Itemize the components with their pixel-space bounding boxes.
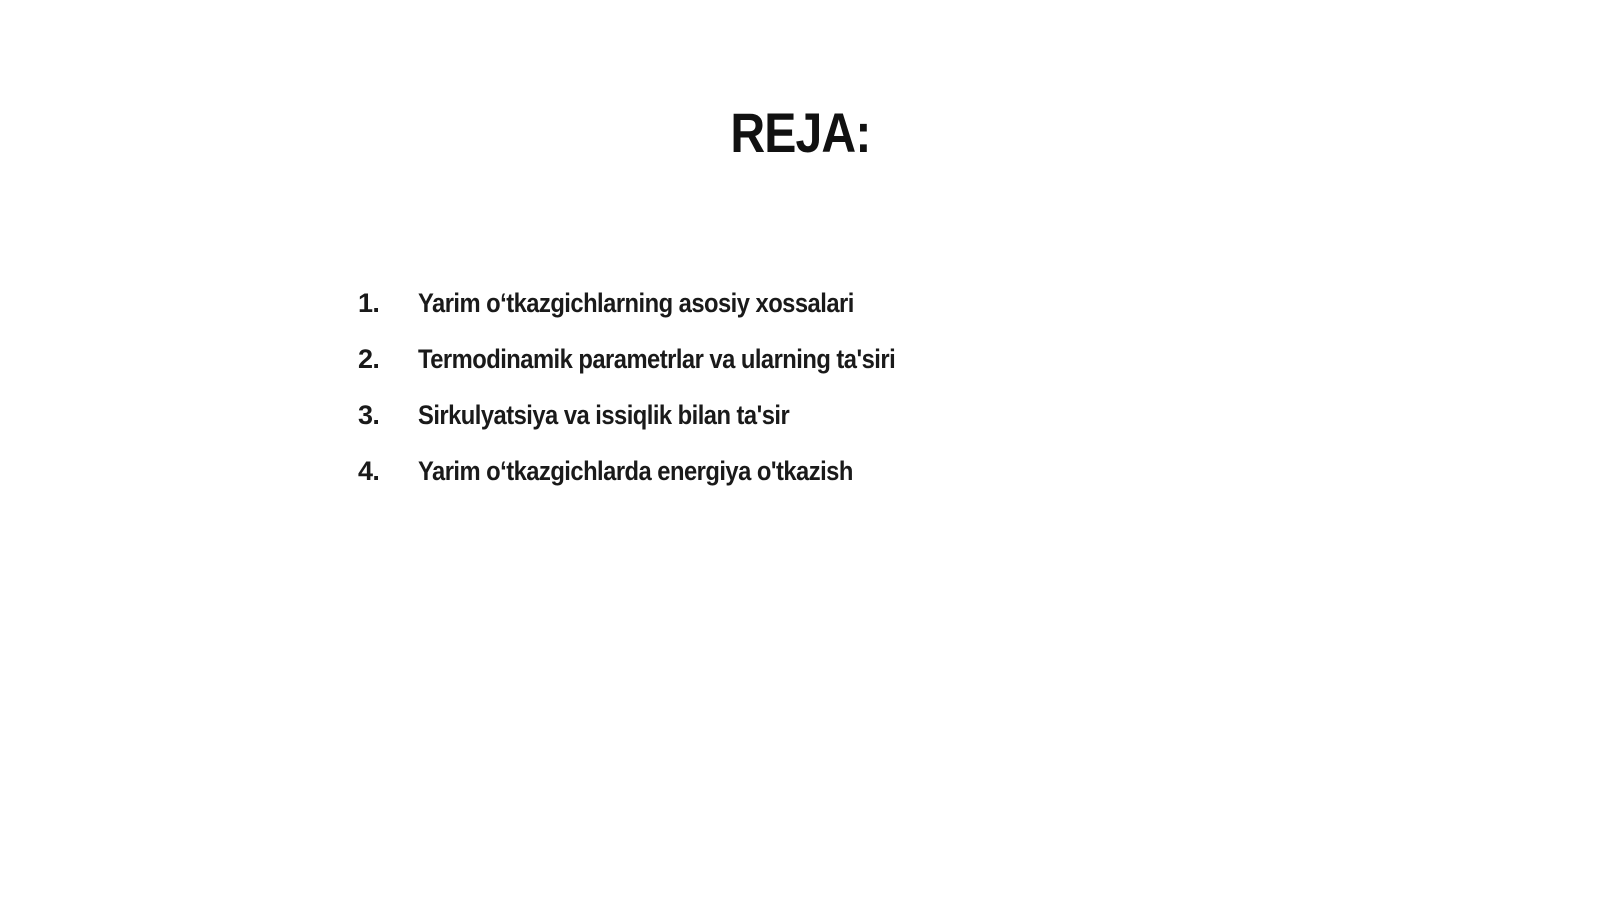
list-item-text: Yarim o‘tkazgichlarning asosiy xossalari <box>418 288 854 318</box>
list-item-number: 2. <box>358 344 380 374</box>
list-item-number: 3. <box>358 400 380 430</box>
list-item-text: Termodinamik parametrlar va ularning ta'siri <box>418 344 896 374</box>
list-item-text: Sirkulyatsiya va issiqlik bilan ta'sir <box>418 400 790 430</box>
list-item-number: 1. <box>358 288 380 318</box>
list-item-text: Yarim o‘tkazgichlarda energiya o'tkazish <box>418 456 853 486</box>
list-item <box>358 456 960 512</box>
list-item <box>358 344 960 400</box>
list-item <box>358 400 960 456</box>
list-item <box>358 288 960 344</box>
plan-list <box>358 288 960 512</box>
list-item-number: 4. <box>358 456 380 486</box>
slide-title <box>112 100 1488 165</box>
slide-title-text: REJA: <box>730 101 871 164</box>
